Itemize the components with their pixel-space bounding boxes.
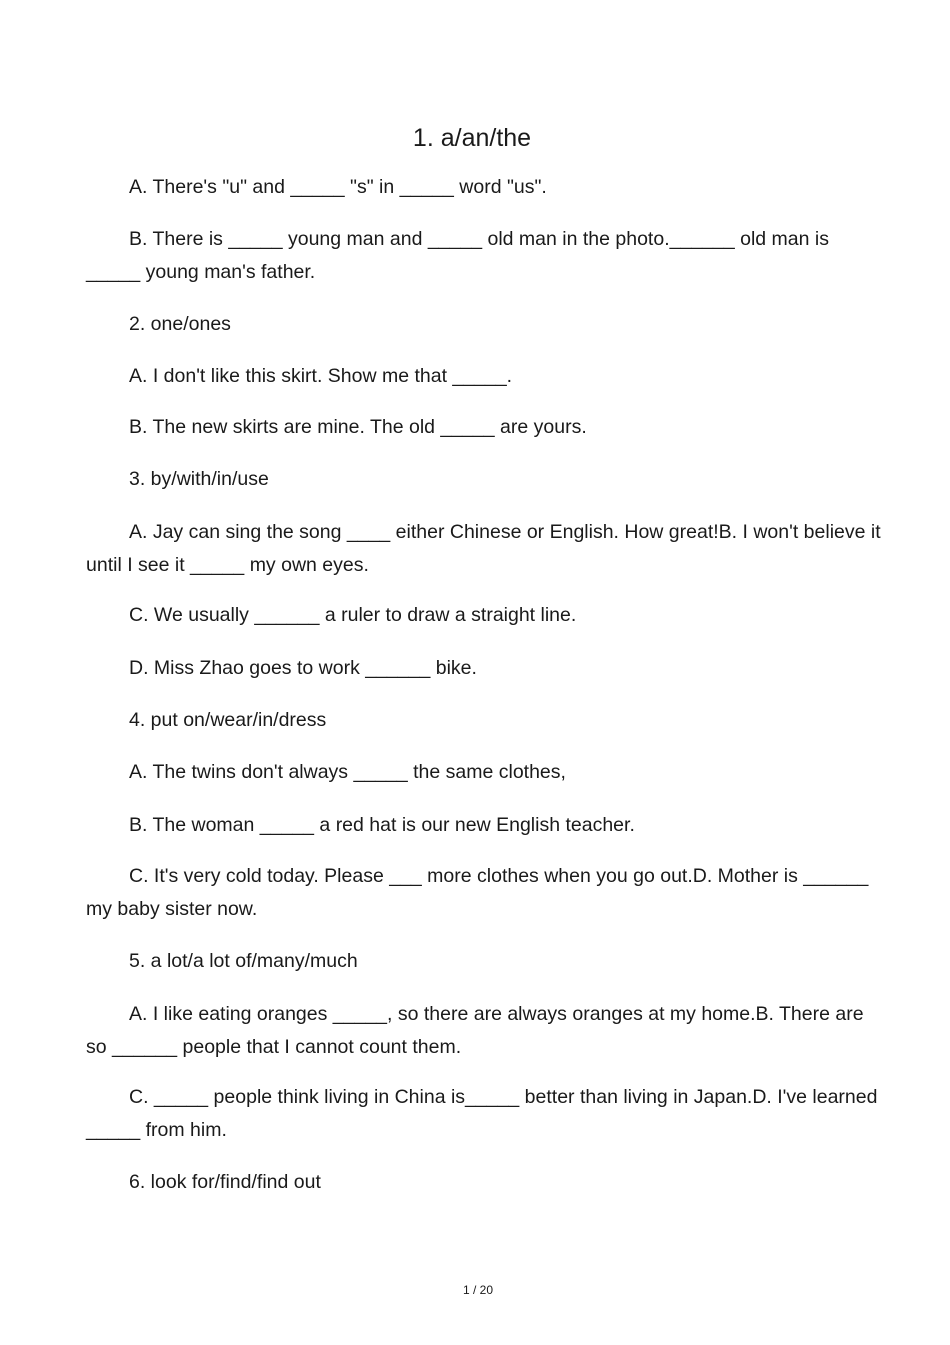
section-heading-2: 2. one/ones: [129, 313, 231, 335]
paragraph-5a: A. I like eating oranges _____, so there are always oranges at my home.B. There are so ______ people that I cannot count them.: [86, 1003, 864, 1058]
paragraph-3a: A. Jay can sing the song ____ either Chinese or English. How great!B. I won't believe it until I see it _____ my own eyes.: [86, 521, 881, 576]
paragraph-2b: B. The new skirts are mine. The old _____ are yours.: [129, 416, 587, 438]
paragraph-3c: C. We usually ______ a ruler to draw a straight line.: [129, 604, 577, 626]
paragraph-1b: B. There is _____ young man and _____ old man in the photo.______ old man is _____ young man's father.: [86, 228, 829, 283]
section-heading-4: 4. put on/wear/in/dress: [129, 709, 327, 731]
section-heading-3: 3. by/with/in/use: [129, 468, 269, 490]
page-number: 1 / 20: [462, 1283, 494, 1297]
paragraph-3d: D. Miss Zhao goes to work ______ bike.: [129, 657, 477, 679]
paragraph-4b: B. The woman _____ a red hat is our new English teacher.: [129, 814, 635, 836]
paragraph-5c: C. _____ people think living in China is_____ better than living in Japan.D. I've learned _____ from him.: [86, 1086, 878, 1141]
page-title: 1. a/an/the: [412, 124, 532, 152]
paragraph-1a: A. There's "u" and _____ "s" in _____ word "us".: [129, 176, 547, 198]
section-heading-5: 5. a lot/a lot of/many/much: [129, 950, 358, 972]
paragraph-4c: C. It's very cold today. Please ___ more clothes when you go out.D. Mother is ______ my baby sister now.: [86, 865, 869, 920]
paragraph-4a: A. The twins don't always _____ the same clothes,: [129, 761, 566, 783]
section-heading-6: 6. look for/find/find out: [129, 1171, 321, 1193]
paragraph-2a: A. I don't like this skirt. Show me that _____.: [129, 365, 513, 387]
